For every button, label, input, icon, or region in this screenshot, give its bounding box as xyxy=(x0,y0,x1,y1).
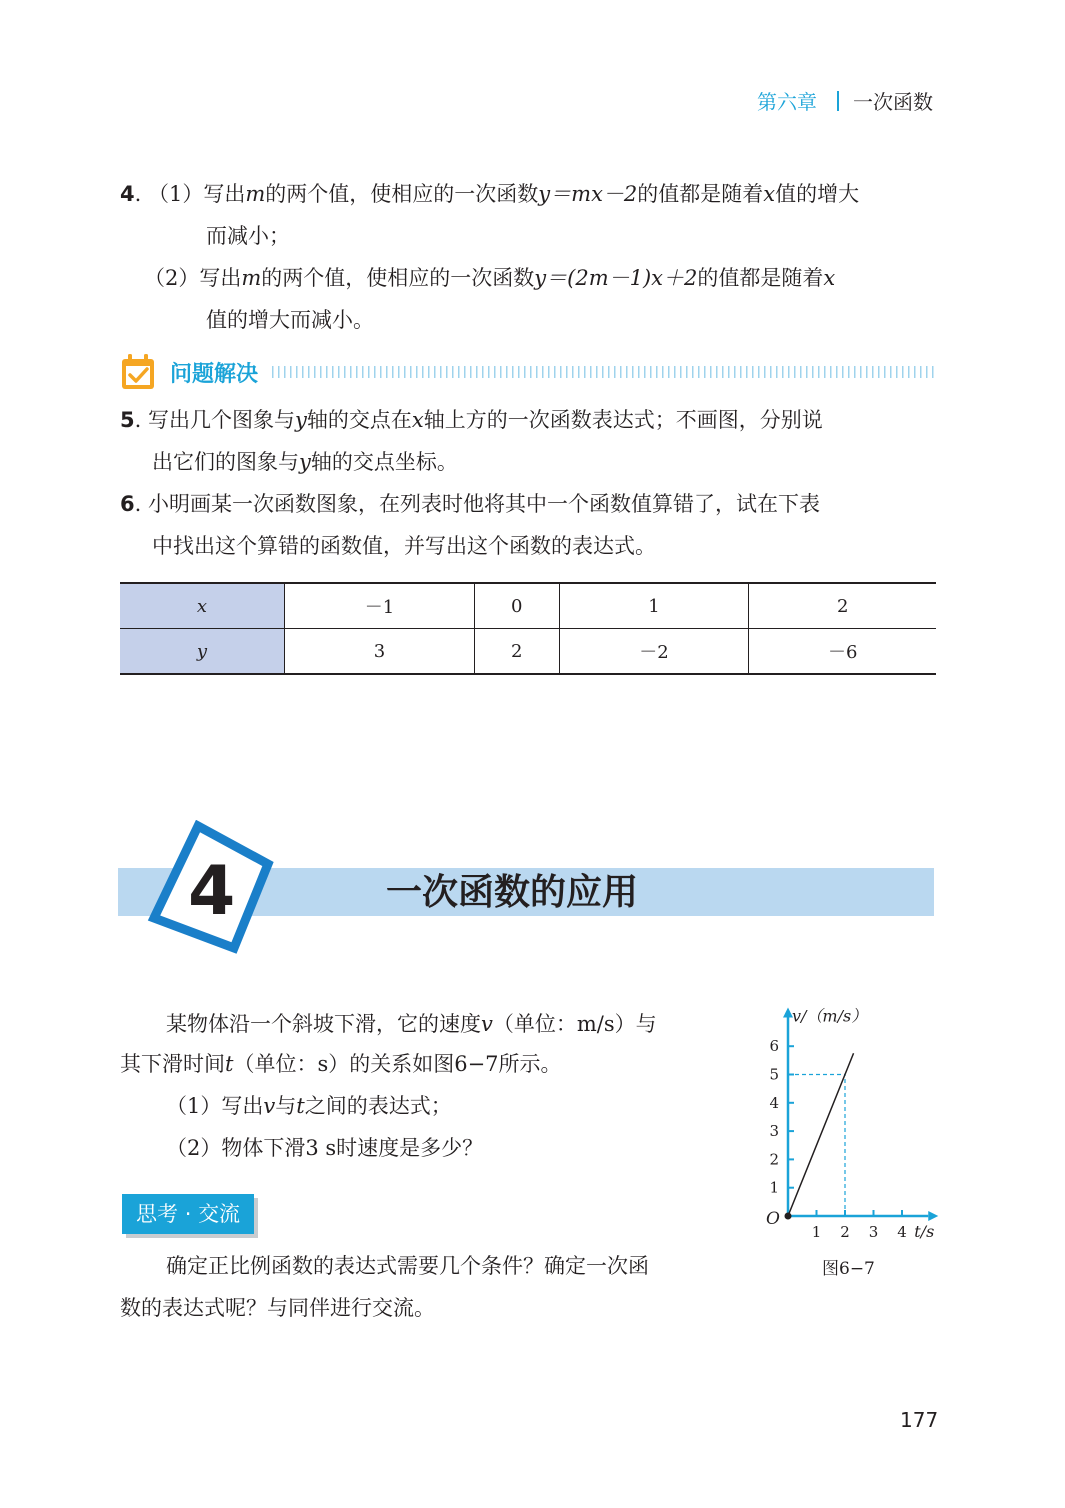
table-cell: 0 xyxy=(474,583,559,629)
problem-4-part2-line2: 值的增大而减小。 xyxy=(206,308,374,332)
x-tick-label: 2 xyxy=(840,1223,850,1241)
y-tick-label: 1 xyxy=(769,1178,779,1197)
problem-4-part1-line2: 而减小； xyxy=(206,224,290,248)
problem-6-number: 6 xyxy=(120,492,135,516)
section-problem-solving xyxy=(120,350,936,394)
table-cell: 2 xyxy=(749,583,936,629)
problem-5-line1: 5. 写出几个图象与y轴的交点在x轴上方的一次函数表达式；不画图，分别说 xyxy=(120,408,823,432)
problem-6-line1: 6. 小明画某一次函数图象，在列表时他将其中一个函数值算错了，试在下表 xyxy=(120,492,820,516)
y-tick-label: 3 xyxy=(769,1122,779,1141)
table-header-x: x xyxy=(120,583,285,629)
y-tick-label: 2 xyxy=(769,1150,779,1169)
function-value-table xyxy=(120,582,936,675)
intro-line2: 其下滑时间t（单位：s）的关系如图6−7所示。 xyxy=(120,1052,562,1076)
figure-caption: 图6−7 xyxy=(822,1259,875,1279)
problem-5-number: 5 xyxy=(120,408,135,432)
problem-4-part2: （2）写出m的两个值，使相应的一次函数y＝(2m－1)x＋2的值都是随着x xyxy=(144,266,836,290)
table-cell: －2 xyxy=(559,629,749,675)
table-cell: －6 xyxy=(749,629,936,675)
think-text-line1: 确定正比例函数的表达式需要几个条件？确定一次函 xyxy=(166,1254,649,1278)
table-header-y: y xyxy=(120,629,285,675)
chapter-label: 第六章 xyxy=(757,90,817,114)
header-divider xyxy=(837,91,839,111)
series-line-v xyxy=(788,1053,854,1216)
table-row-y xyxy=(120,629,936,675)
think-text-line2: 数的表达式呢？与同伴进行交流。 xyxy=(120,1296,435,1320)
y-tick-label: 6 xyxy=(769,1037,779,1056)
think-exchange-tag: 思考 · 交流 xyxy=(122,1194,254,1234)
origin-point xyxy=(785,1213,792,1220)
section-title: 问题解决 xyxy=(170,361,259,387)
calendar-check-icon xyxy=(120,353,156,391)
x-tick-label: 1 xyxy=(811,1223,822,1241)
page-number: 177 xyxy=(900,1408,939,1432)
problem-6-line2: 中找出这个算错的函数值，并写出这个函数的表达式。 xyxy=(152,534,656,558)
intro-line1: 某物体沿一个斜坡下滑，它的速度v（单位：m/s）与 xyxy=(166,1012,657,1036)
table-cell: －1 xyxy=(285,583,475,629)
y-tick-label: 4 xyxy=(769,1093,779,1112)
table-row-x xyxy=(120,583,936,629)
intro-question-1: （1）写出v与t之间的表达式； xyxy=(166,1094,452,1118)
table-cell: 3 xyxy=(285,629,475,675)
problem-4-number: 4 xyxy=(120,182,135,206)
table-cell: 2 xyxy=(474,629,559,675)
lesson-number: 4 xyxy=(188,852,236,931)
section-divider xyxy=(272,366,936,378)
x-tick-label: 3 xyxy=(868,1223,879,1241)
y-axis-label: v/（m/s） xyxy=(792,1006,868,1026)
table-cell: 1 xyxy=(559,583,749,629)
chapter-name: 一次函数 xyxy=(853,90,933,114)
velocity-time-chart xyxy=(756,1000,956,1290)
lesson-title: 一次函数的应用 xyxy=(386,872,639,913)
x-tick-label: 4 xyxy=(897,1223,907,1241)
running-header xyxy=(757,86,933,115)
origin-label: O xyxy=(766,1209,780,1229)
x-axis-label: t/s xyxy=(914,1222,935,1241)
intro-question-2: （2）物体下滑3 s时速度是多少？ xyxy=(166,1136,484,1160)
x-axis-arrow-icon xyxy=(928,1211,938,1221)
y-tick-label: 5 xyxy=(769,1065,779,1084)
problem-4-part1: 4. （1）写出m的两个值，使相应的一次函数y＝mx－2的值都是随着x值的增大 xyxy=(120,182,860,206)
problem-5-line2: 出它们的图象与y轴的交点坐标。 xyxy=(152,450,458,474)
